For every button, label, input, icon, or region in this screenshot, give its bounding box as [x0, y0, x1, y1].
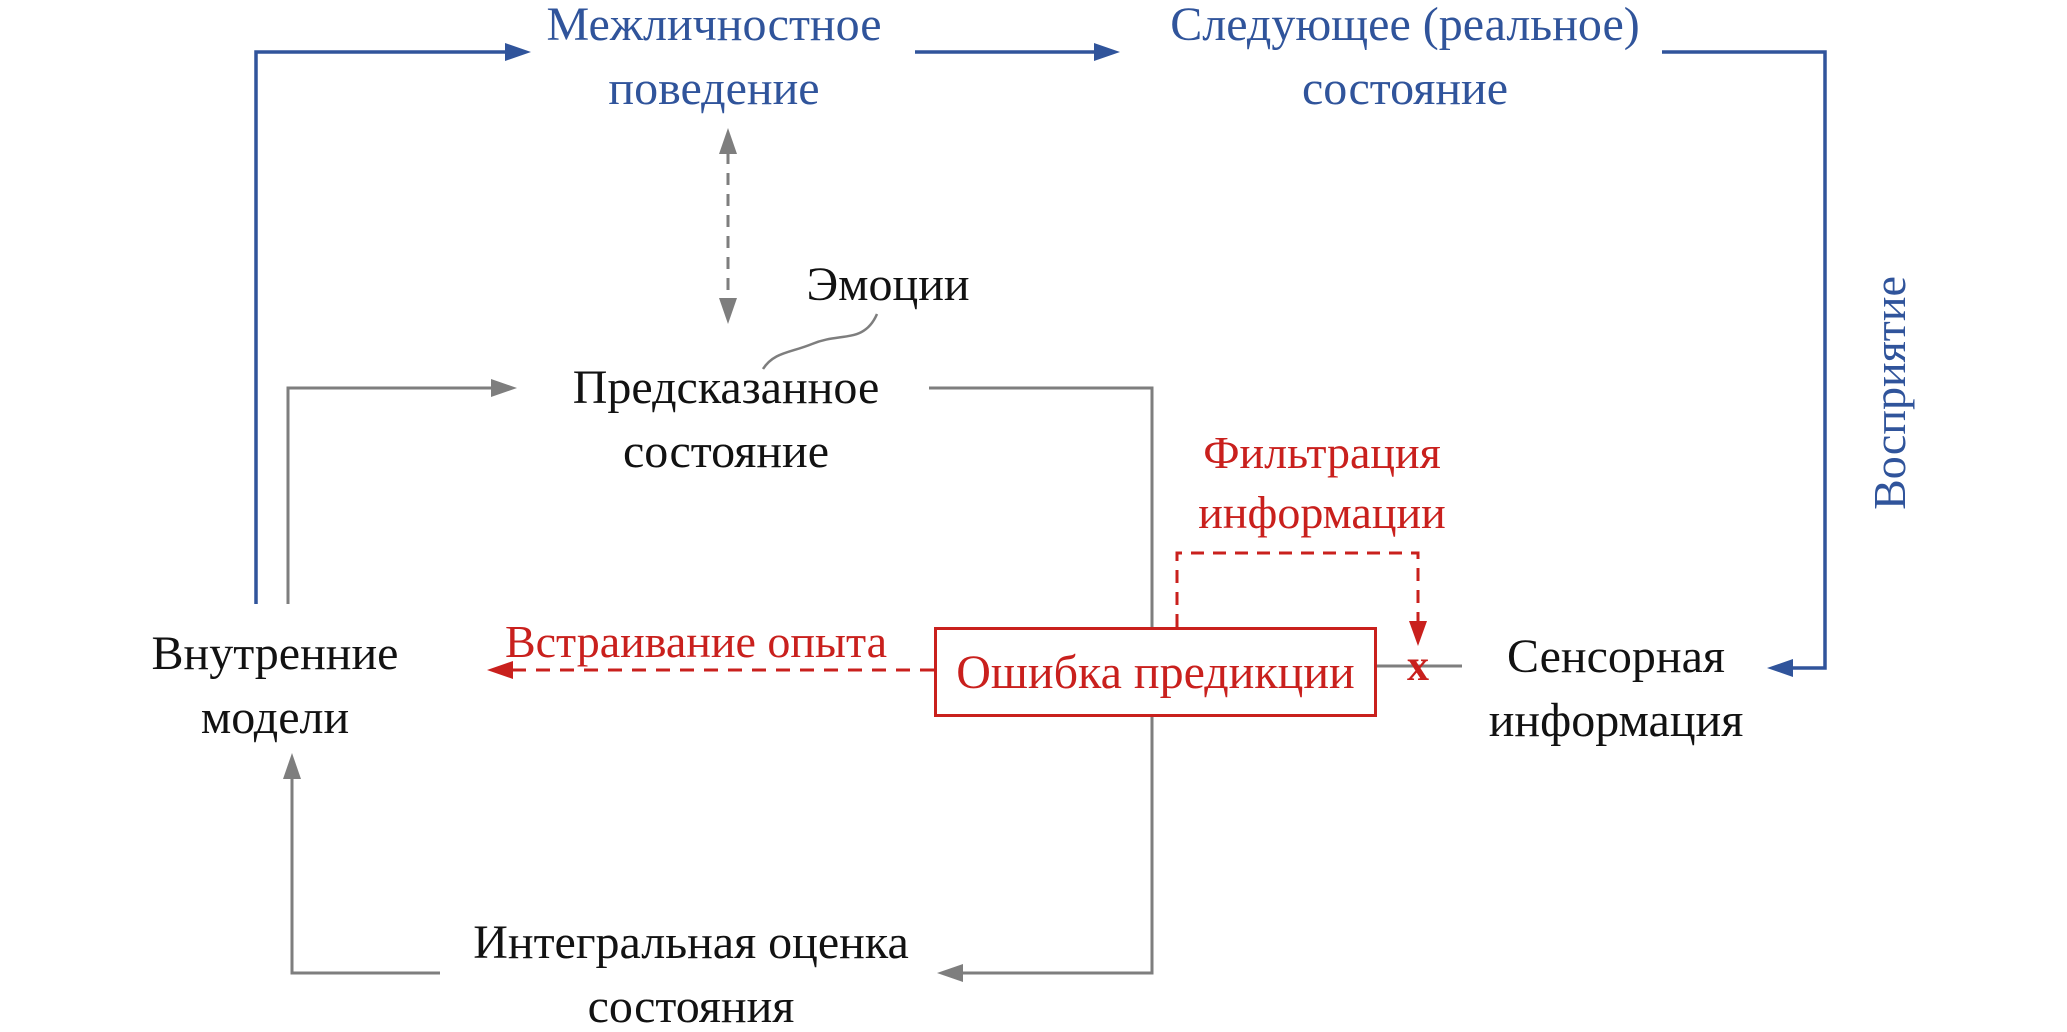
internal-models-line1: Внутренние	[151, 627, 399, 680]
integral-assessment-line1: Интегральная оценка	[473, 916, 909, 969]
edge-label-perception	[1866, 243, 1914, 543]
integral-assessment-line2: состояния	[587, 980, 795, 1032]
arrowhead-up-internal-models	[283, 753, 301, 779]
next-real-state-line1: Следующее (реальное)	[1170, 0, 1640, 51]
internal-models-line2: модели	[200, 691, 350, 744]
node-emotions	[788, 253, 988, 317]
arrow-internal-models-to-interpersonal-behavior	[256, 52, 508, 604]
node-next-real-state	[1155, 0, 1655, 121]
node-internal-models	[75, 622, 475, 750]
arrowhead-right-next-state	[1094, 43, 1120, 61]
node-sensory-information	[1416, 625, 1816, 753]
arrow-integral-assessment-to-internal-models	[292, 776, 440, 973]
arrow-internal-models-to-predicted-state	[288, 388, 494, 604]
sensory-information-line2: информация	[1488, 694, 1744, 747]
node-interpersonal-behavior	[514, 0, 914, 121]
information-filtering-line2: информации	[1198, 487, 1446, 538]
predicted-state-line2: состояние	[623, 425, 829, 478]
arrowhead-right-predicted-state	[491, 379, 517, 397]
filter-block-x-mark	[1388, 642, 1448, 690]
arrowhead-down-predicted-state	[719, 298, 737, 324]
information-filtering-line1: Фильтрация	[1203, 427, 1441, 478]
prediction-error-box	[934, 627, 1377, 717]
node-integral-state-assessment	[441, 911, 941, 1032]
arrowhead-up-behavior	[719, 128, 737, 154]
node-predicted-state	[526, 356, 926, 484]
next-real-state-line2: состояние	[1302, 62, 1508, 115]
edge-label-experience-embedding	[446, 612, 946, 672]
dashed-arrow-information-filtering	[1177, 553, 1418, 627]
prediction-error-label: Ошибка предикции	[956, 645, 1355, 699]
sensory-information-line1: Сенсорная	[1507, 630, 1725, 683]
experience-embedding-label: Встраивание опыта	[504, 616, 888, 667]
edge-label-information-filtering	[1122, 423, 1522, 543]
interpersonal-behavior-line1: Межличностное	[546, 0, 882, 51]
interpersonal-behavior-line2: поведение	[608, 62, 820, 115]
perception-label: Восприятие	[1864, 276, 1915, 510]
emotions-label: Эмоции	[806, 258, 970, 311]
x-mark-glyph: x	[1407, 641, 1429, 690]
arrow-next-state-to-sensory-information	[1662, 52, 1825, 668]
predicted-state-line1: Предсказанное	[572, 361, 880, 414]
